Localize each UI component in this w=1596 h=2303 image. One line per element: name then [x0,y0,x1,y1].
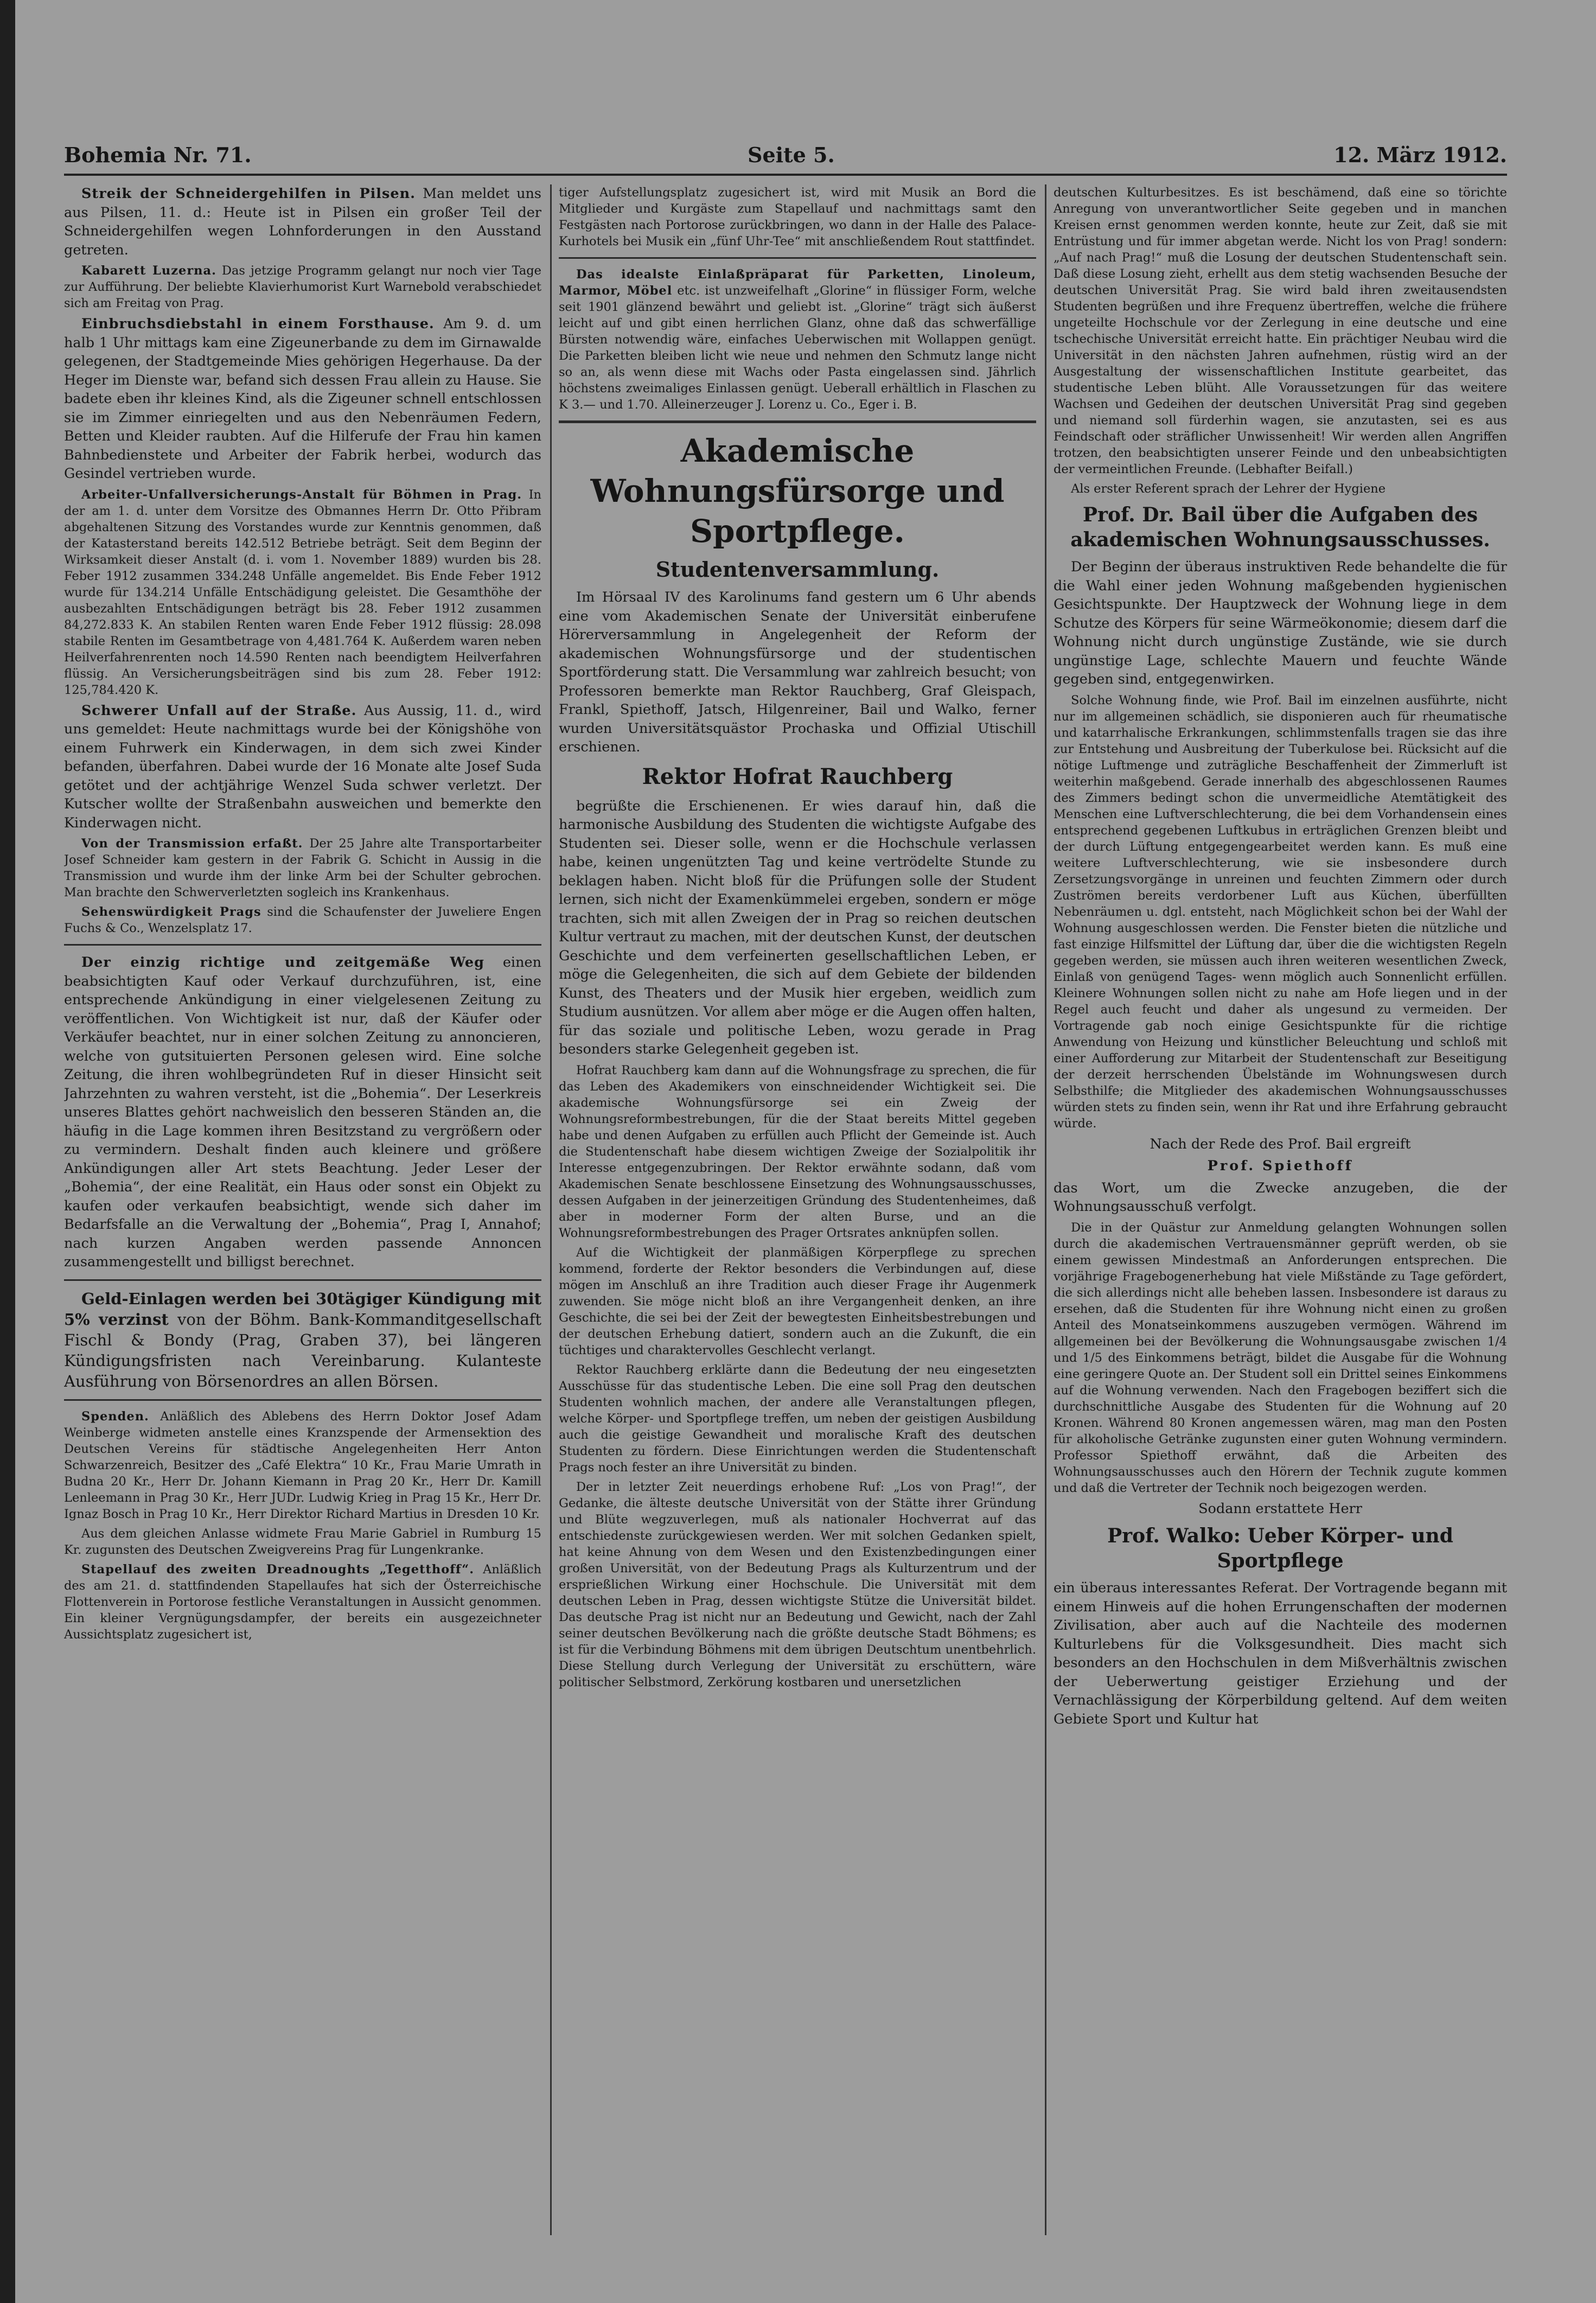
section-title: Prof. Walko: Ueber Körper- und Sportpflege [1107,1524,1453,1572]
separator [64,1279,541,1281]
article-paragraph: Die in der Quästur zur Anmeldung gelangten Wohnungen sollen durch die akademischen Vertrauensmänner geprüft werden, ob sie einem gewissen Mindestmaß an Anforderungen entsprechen. Die vorjährige Fragebogenerhebung hat viele Mißstände zu Tage gefördert, die sich allerdings nicht alle beheben lassen. Insbesondere ist daraus zu ersehen, daß die Studenten für ihre Wohnung nicht einen zu großen Anteil des Monatseinkommens auszugeben vermögen. Während im allgemeinen bei der Bevölkerung die Wohnungsausgabe zwischen 1/4 und 1/5 des Einkommens beträgt, bildet die Ausgabe für die Wohnung eine geringere Quote an. Der Student soll ein Drittel seines Einkommens auf die Wohnung verwenden. Nach den Fragebogen beziffert sich die durchschnittliche Ausgabe des Studenten für die Wohnung auf 20 Kronen. Während 80 Kronen angemessen wären, mag man den Posten für alkoholische Getränke zugunsten einer guten Wohnung vermindern. Professor Spiethoff erwähnt, daß die Arbeiten des Wohnungsausschusses auch den Hörern der Technik zugute kommen und daß die Vertreter der Technik noch beigezogen werden. [1054,1220,1507,1495]
column-1 [64,184,541,2235]
column-divider [550,184,552,2235]
advertisement: Der einzig richtige und zeitgemäße Weg einen beabsichtigten Kauf oder Verkauf durchzuführen, ist, eine entsprechende Ankündigung in einer vielgelesenen Zeitung zu veröffentlichen. Von Wichtigkeit ist nur, daß der Käufer oder Verkäufer beachtet, nur in einer solchen Zeitung zu annoncieren, welche von gutsituierten Personen gelesen wird. Eine solche Zeitung, die ihren wohlbegründeten Ruf in dieser Hinsicht seit Jahrzehnten zu wahren versteht, ist die „Bohemia“. Der Leserkreis unseres Blattes gehört nachweislich den besseren Ständen an, die häufig in die Lage kommen ihren Besitzstand zu vergrößern oder zu vermindern. Deshalt finden auch kleinere und größere Ankündigungen aller Art stets Beachtung. Jeder Leser der „Bohemia“, der eine Realität, ein Haus oder sonst ein Objekt zu kaufen oder verkaufen beabsichtigt, wende sich daher im Bedarfsfalle an die Verwaltung der „Bohemia“, Prag I, Annahof; nach kurzen Angaben werden passende Annoncen zusammengestellt und billigst berechnet. [64,954,541,1270]
article-paragraph: Auf die Wichtigkeit der planmäßigen Körperpflege zu sprechen kommend, forderte der Rektor besonders die Verbindungen auf, diese mögen im Anschluß an ihre Tradition auch dieser Frage ihr Augenmerk zuwenden. Sie möge nicht bloß an ihre Vergangenheit denken, an ihre Geschichte, die sei bei der Zeit der bewegtesten Einheitsbestrebungen und der deutschen Erhebung datiert, sondern auch an die Zukunft, die ein tüchtiges und charaktervolles Geschlecht verlangt. [559,1245,1036,1357]
columns [64,184,1507,2235]
article-paragraph: Aus dem gleichen Anlasse widmete Frau Marie Gabriel in Rumburg 15 Kr. zugunsten des Deutschen Zweigvereins Prag für Lungenkranke. [64,1526,541,1557]
column-3 [1054,184,1507,2235]
article-paragraph: Solche Wohnung finde, wie Prof. Bail im einzelnen ausführte, nicht nur im allgemeinen schädlich, sie disponieren auch für rheumatische und katarrhalische Erkrankungen, schlimmstenfalls tragen sie das ihre zur Entstehung und Ausbreitung der Tuberkulose bei. Rücksicht auf die nötige Luftmenge und zuträgliche Beschaffenheit der Zimmerluft ist weiterhin maßgebend. Gerade innerhalb des abgeschlossenen Raumes des Zimmers bedingt schon die unvermeidliche Atemtätigkeit des Menschen eine Luftverschlechterung, die bei dem Vorhandensein eines entsprechend gegebenen Luftkubus in erträglichen Grenzen bleibt und der durch Lüftung entgegengearbeitet werden kann. Es muß eine weitere Luftverschlechterung, wie sie insbesondere durch Zersetzungsvorgänge in unreinen und feuchten Zimmern oder durch Zuströmen bereits verdorbener Luft aus Küchen, überfüllten Nebenräumen u. dgl. entsteht, nach Möglichkeit schon bei der Wahl der Wohnung ausgeschlossen werden. Die Fenster bieten die nützliche und fast einzige Hilfsmittel der Lüftung dar, über die die wichtigsten Regeln gegeben werden, sie müssen auch ihren weiteren wesentlichen Zweck, Einlaß von genügend Tages- wenn möglich auch Sonnenlicht erfüllen. Kleinere Wohnungen sollen nicht zu nahe am Hofe liegen und in der Regel auch feucht und daher als ungesund zu vermeiden. Der Vortragende gab noch einige Gesichtspunkte für die richtige Anwendung von Heizung und künstlicher Beleuchtung und schloß mit einer Aufforderung zur Mitarbeit der Studentenschaft zur Beseitigung der derzeit herrschenden Übelstände im Wohnungswesen durch Selbsthilfe; die Mitglieder des akademischen Wohnungsausschusses würden stets zu finden sein, wenn ihr Rat und ihre Erfahrung gebraucht würde. [1054,693,1507,1131]
column-divider [1045,184,1046,2235]
article-paragraph: Sodann erstattete Herr [1198,1500,1362,1517]
article-subtitle: Studentenversammlung. [655,557,940,582]
newspaper-page [64,136,1507,2235]
article-paragraph: Streik der Schneidergehilfen in Pilsen. Man meldet uns aus Pilsen, 11. d.: Heute ist in Pilsen ein großer Teil der Schneidergehilfen wegen Lohnforderungen in den Ausstand getreten. [64,186,541,258]
section-title: Rektor Hofrat Rauchberg [642,763,953,789]
article-paragraph: Hofrat Rauchberg kam dann auf die Wohnungsfrage zu sprechen, die für das Leben des Akademikers von einschneidender Wichtigkeit sei. Die akademische Wohnungsfürsorge sei ein Zweig der Wohnungsreformbestrebungen, für die der Staat bereits Mittel gegeben habe und denen Aufgaben zu erfüllen auch Pflicht der Gemeinde ist. Auch die Studentenschaft habe diesem wichtigen Zweige der Sozialpolitik ihr Interesse entgegenzubringen. Der Rektor erwähnte sodann, daß vom Akademischen Senate beschlossene Einsetzung des Wohnungsausschusses, dessen Aufgaben in der jeinerzeitigen Gründung des Studentenheimes, daß aber in moderner Form der alten Burse, und an die Wohnungsreformbestrebungen des Prager Ortsrates anknüpfen sollen. [559,1063,1036,1240]
paper-title: Bohemia Nr. 71. [64,143,252,167]
article-paragraph: Im Hörsaal IV des Karolinums fand gestern um 6 Uhr abends eine vom Akademischen Senate der Universität einberufene Hörerversammlung in Angelegenheit der Reform der akademischen Wohnungsfürsorge und der studentischen Sportförderung statt. Die Versammlung war zahlreich besucht; von Professoren bemerkte man Rektor Rauchberg, Graf Gleispach, Frankl, Spiethoff, Jatsch, Hilgenreiner, Bail und Walko, ferner wurden Universitätsquästor Prochaska und Offizial Utischill erschienen. [559,589,1036,755]
article-paragraph: begrüßte die Erschienenen. Er wies darauf hin, daß die harmonische Ausbildung des Studenten die wichtigste Aufgabe des Studenten sei. Dieser solle, wenn er die Hochschule verlassen habe, keinen ungenützten Tag und keine vertrödelte Stunde zu beklagen haben. Nicht bloß für die Prüfungen solle der Student lernen, sich nicht der Examenkümmelei ergeben, sondern er möge trachten, sich mit allen Zweigen der in Prag so reichen deutschen Kultur vertraut zu machen, mit der deutschen Kunst, der deutschen Geschichte und dem verfeinerten gesellschaftlichen Leben, er möge die Gelegenheiten, die sich auf dem Gebiete der bildenden Kunst, des Theaters und der Musik hier ergeben, weidlich zum Studium ausnützen. Vor allem aber möge er die Augen offen halten, für das soziale und politische Leben, wozu gerade in Prag besonders starke Gelegenheit gegeben ist. [559,798,1036,1057]
page-number: Seite 5. [748,143,835,167]
article-paragraph: Der Beginn der überaus instruktiven Rede behandelte die für die Wahl einer jeden Wohnung maßgebenden hygienischen Gesichtspunkte. Der Hauptzweck der Wohnung liege in dem Schutze des Körpers für seine Wärmeökonomie; diesem darf die Wohnung nicht durch ungünstige Zustände, wie sie durch ungünstige Lage, schlechte Mauern und feuchte Wände gegeben sind, entgegenwirken. [1054,559,1507,687]
article-paragraph: ein überaus interessantes Referat. Der Vortragende begann mit einem Hinweis auf die hohen Errungenschaften der modernen Zivilisation, aber auch auf die Nachteile des modernen Kulturlebens für die Volksgesundheit. Dies macht sich besonders an den Hochschulen in dem Mißverhältnis zwischen der Ueberwertung geistiger Erziehung und der Vernachlässigung der Körperbildung geltend. Auf dem weiten Gebiete Sport und Kultur hat [1054,1580,1507,1727]
article-paragraph: Der in letzter Zeit neuerdings erhobene Ruf: „Los von Prag!“, der Gedanke, die älteste deutsche Universität von der Stätte ihrer Gründung und Blüte wegzuverlegen, muß als nationaler Hochverrat auf das entschiedenste zurückgewiesen werden. Wer mit solchen Gedanken spielt, hat keine Ahnung von dem Wesen und den Existenzbedingungen einer großen Universität, von der Bedeutung Prags als Kulturzentrum und der ersprießlichen Wirkung einer Hochschule. Die Universität mit dem deutschen Leben in Prag, dessen wichtigste Stütze die Universität bildet. Das deutsche Prag ist nicht nur an Bedeutung und Gewicht, nach der Zahl seiner deutschen Bevölkerung nach die größte deutsche Stadt Böhmens; es ist für die Verbindung Böhmens mit dem übrigen Deutschtum unentbehrlich. Diese Stellung durch Verlegung der Universität zu erschüttern, wäre politischer Selbstmord, Zerkörung kostbaren und unersetzlichen [559,1479,1036,1689]
advertisement: Geld-Einlagen werden bei 30tägiger Kündigung mit 5% verzinst von der Böhm. Bank-Kommanditgesellschaft Fischl & Bondy (Prag, Graben 37), bei längeren Kündigungsfristen nach Vereinbarung. Kulanteste Ausführung von Börsenordres an allen Börsen. [64,1289,541,1390]
article-paragraph: tiger Aufstellungsplatz zugesichert ist, wird mit Musik an Bord die Mitglieder und Kurgäste zum Stapellauf und nachmittags samt den Festgästen nach Portorose zurückbringen, wo dann in der Halle des Palace-Kurhotels bei Musik ein „fünf Uhr-Tee“ mit anschließendem Rout stattfindet. [559,186,1036,248]
separator [64,1399,541,1401]
article-paragraph: Arbeiter-Unfallversicherungs-Anstalt für Böhmen in Prag. In der am 1. d. unter dem Vorsitze des Obmannes Herrn Dr. Otto Přibram abgehaltenen Sitzung des Vorstandes wurde zur Kenntnis genommen, daß der Katasterstand bereits 142.512 Betriebe beträgt. Seit dem Beginn der Wirksamkeit dieser Anstalt (d. i. vom 1. November 1889) wurden bis 28. Feber 1912 zusammen 334.248 Unfälle angemeldet. Bis Ende Feber 1912 wurde für 134.214 Unfälle Entschädigung geleistet. Die Gesamthöhe der ausbezahlten Entschädigungen beträgt bis 28. Feber 1912 zusammen 84,272.833 K. An stabilen Renten waren Ende Feber 1912 flüssig: 28.098 stabile Renten im Gesamtbetrage von 4,481.764 K. Außerdem waren neben Heilverfahrenrenten noch 14.590 Renten nach beendigtem Heilverfahren flüssig. An Versicherungsbeiträgen sind bis zum 28. Feber 1912: 125,784.420 K. [64,487,541,697]
section-title: Prof. Dr. Bail über die Aufgaben des akademischen Wohnungsausschusses. [1070,503,1490,551]
article-paragraph: Als erster Referent sprach der Lehrer der Hygiene [1071,482,1386,496]
speaker-name: Prof. Spiethoff [1207,1158,1354,1174]
article-title: Akademische Wohnungsfürsorge und Sportpflege. [590,432,1005,550]
separator [64,944,541,946]
article-paragraph: Rektor Rauchberg erklärte dann die Bedeutung der neu eingesetzten Ausschüsse für das studentische Leben. Die eine soll Prag den deutschen Studenten wohnlich machen, der andere alle Veranstaltungen pflegen, welche Körper- und Sportpflege treffen, um neben der geistigen Ausbildung auch die geistige Gewandheit und moralische Kraft des deutschen Studenten zu fördern. Diese Einrichtungen werden die Studentenschaft Prags noch fester an ihre Universität zu binden. [559,1362,1036,1475]
article-paragraph: Spenden. Anläßlich des Ablebens des Herrn Doktor Josef Adam Weinberge widmeten anstelle eines Kranzspende der Armensektion des Deutschen Vereins für städtische Angelegenheiten Herr Anton Schwarzenreich, Besitzer des „Café Elektra“ 10 Kr., Frau Marie Umrath in Budna 20 Kr., Herr Dr. Johann Kiemann in Prag 20 Kr., Herr Dr. Kamill Lenleemann in Prag 30 Kr., Herr JUDr. Ludwig Krieg in Prag 15 Kr., Herr Dr. Ignaz Bosch in Prag 10 Kr., Herr Direktor Richard Martius in Dresden 10 Kr. [64,1409,541,1521]
article-paragraph: Sehenswürdigkeit Prags sind die Schaufenster der Juweliere Engen Fuchs & Co., Wenzelsplatz 17. [64,905,541,935]
article-paragraph: Von der Transmission erfaßt. Der 25 Jahre alte Transportarbeiter Josef Schneider kam gestern in der Fabrik G. Schicht in Aussig in die Transmission und wurde ihm der linke Arm bei der Schulter gebrochen. Man brachte den Schwerverletzten sogleich ins Krankenhaus. [64,837,541,899]
separator [559,257,1036,259]
article-paragraph: deutschen Kulturbesitzes. Es ist beschämend, daß eine so törichte Anregung von unverantwortlicher Seite gegeben und in manchen Kreisen ernst genommen werden konnte, heute zur Zeit, daß sie mit Entrüstung und für immer abgetan werde. Nicht los von Prag! sondern: „Auf nach Prag!“ muß die Losung der deutschen Studentenschaft sein. Daß diese Losung zieht, erhellt aus dem stetig wachsenden Besuche der deutschen Universität Prag. Sie wird bald ihren zweitausendsten Studenten begrüßen und ihre Frequenz übertreffen, welche die frühere ungeteilte Hochschule vor der Zerlegung in eine deutsche und eine tschechische Universität erreicht hatte. Ein prächtiger Neubau wird die Universität in den nächsten Jahren aufnehmen, rüstig wird an der Ausgestaltung der wissenschaftlichen Institute gearbeitet, das studentische Leben blüht. Alle Voraussetzungen für das weitere Wachsen und Gedeihen der deutschen Universität Prag sind gegeben und niemand soll fürderhin wagen, sie anzutasten, sei es aus Feindschaft oder sträflicher Unwissenheit! Wir werden allen Angriffen trotzen, den beabsichtigten unserer Feinde und den unbeabsichtigten der vermeintlichen Freunde. (Lebhafter Beifall.) [1054,186,1507,476]
article-paragraph: Nach der Rede des Prof. Bail ergreift [1150,1135,1411,1152]
article-paragraph: Stapellauf des zweiten Dreadnoughts „Tegetthoff“. Anläßlich des am 21. d. stattfindenden Stapellaufes hat sich der Österreichische Flottenverein in Portorose festliche Veranstaltungen in Aussicht genommen. Ein kleiner Vergnügungsdampfer, der bereits ein ausgezeichneter Aussichtsplatz zugesichert ist, [64,1562,541,1642]
page-header [64,136,1507,176]
article-paragraph: Schwerer Unfall auf der Straße. Aus Aussig, 11. d., wird uns gemeldet: Heute nachmittags wurde bei der Königshöhe von einem Fuhrwerk ein Kinderwagen, in dem sich zwei Kinder befanden, überfahren. Dabei wurde der 16 Monate alte Josef Suda getötet und der achtjährige Wenzel Suda schwer verletzt. Der Kutscher wollte der Straßenbahn ausweichen und bemerkte den Kinderwagen nicht. [64,702,541,831]
separator [559,420,1036,423]
article-paragraph: Einbruchsdiebstahl in einem Forsthause. Am 9. d. um halb 1 Uhr mittags kam eine Zigeunerbande zu dem im Girnawalde gelegenen, der Stadtgemeinde Mies gehörigen Hegerhause. Da der Heger im Dienste war, befand sich dessen Frau allein zu Hause. Sie badete eben ihr kleines Kind, als die Zigeuner schnell entschlossen sie im Zimmer einriegelten und aus den Nebenräumen Federn, Betten und Kleider raubten. Auf die Hilferufe der Frau hin kamen Bahnbedienstete und Arbeiter der Fabrik herbei, wodurch das Gesindel vertrieben wurde. [64,316,541,482]
issue-date: 12. März 1912. [1333,143,1507,167]
advertisement: Das idealste Einlaßpräparat für Parketten, Linoleum, Marmor, Möbel etc. ist unzweifelhaft „Glorine“ in flüssiger Form, welche seit 1901 glänzend bewährt und geliebt ist. „Glorine“ trägt sich äußerst leicht auf und gibt einen herrlichen Glanz, ohne daß das schwerfällige Bürsten notwendig wäre, einfaches Ueberwischen mit Wollappen genügt. Die Parketten bleiben licht wie neue und nehmen den Schmutz lange nicht so an, als wenn diese mit Wachs oder Pasta eingelassen sind. Jährlich höchstens zweimaliges Einlassen genügt. Ueberall erhältlich in Flaschen zu K 3.— und 1.70. Alleinerzeuger J. Lorenz u. Co., Eger i. B. [559,267,1036,412]
article-paragraph: das Wort, um die Zwecke anzugeben, die der Wohnungsausschuß verfolgt. [1054,1179,1507,1215]
newspaper-sheet [15,0,1596,2303]
article-paragraph: Kabarett Luzerna. Das jetzige Programm gelangt nur noch vier Tage zur Aufführung. Der beliebte Klavierhumorist Kurt Warnebold verabschiedet sich am Freitag von Prag. [64,264,541,310]
column-2 [559,184,1036,2235]
